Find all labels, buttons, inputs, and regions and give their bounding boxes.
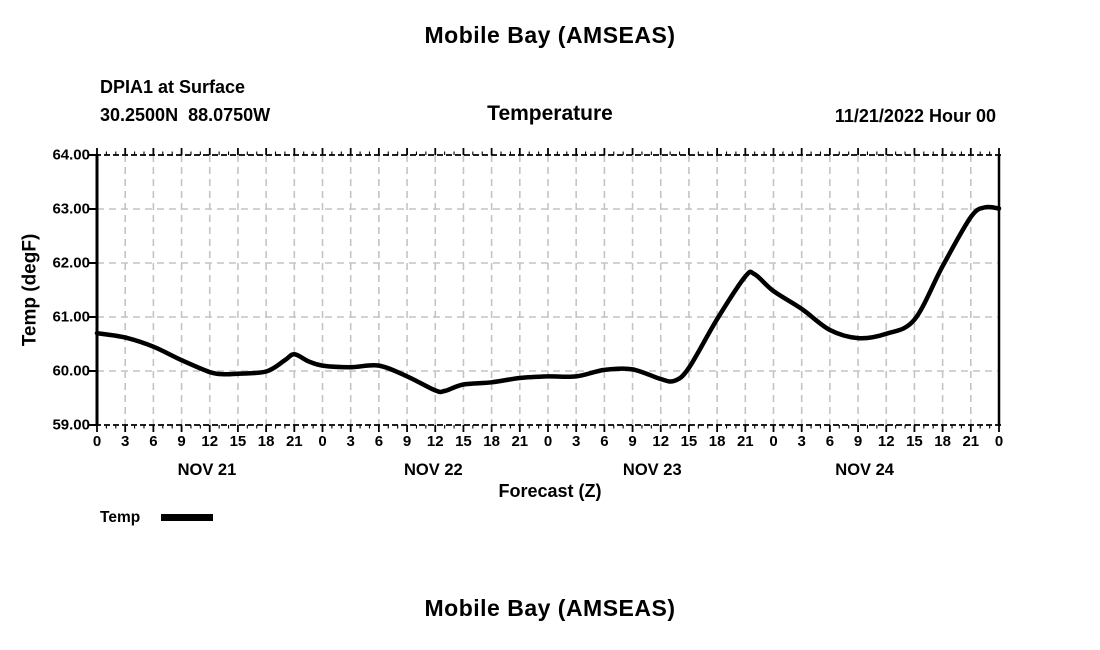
x-axis-tick-label: 21 [285,433,303,450]
x-axis-tick-label: 6 [825,433,835,450]
x-axis-tick-label: 9 [628,433,637,450]
x-axis-tick-label: 15 [229,433,247,450]
coordinates-label: 30.2500N 88.0750W [100,105,271,125]
x-axis-tick-label: 6 [374,433,384,450]
x-axis-tick-label: 18 [934,433,951,450]
x-axis-tick-label: 6 [600,433,609,450]
legend-series-label: Temp [100,509,141,526]
y-axis-tick-label: 61.00 [52,308,90,326]
x-axis-tick-label: 21 [511,433,529,450]
x-axis-tick-label: 9 [853,433,863,450]
y-axis-tick-label: 62.00 [52,254,90,272]
legend-line-swatch-icon [161,514,213,521]
x-axis-tick-label: 9 [402,433,412,450]
x-axis-tick-label: 0 [769,433,778,450]
day-label: NOV 22 [404,461,463,479]
x-axis-tick-label: 12 [877,433,895,450]
x-axis-tick-label: 0 [92,433,102,450]
x-axis-tick-label: 15 [906,433,923,450]
y-axis-tick-labels [0,0,96,650]
init-time-label: 11/21/2022 Hour 00 [834,106,996,126]
x-axis-tick-label: 9 [177,433,186,450]
x-axis-tick-label: 3 [346,433,355,450]
x-axis-tick-labels [0,433,1100,451]
x-axis-title: Forecast (Z) [498,481,602,501]
x-axis-tick-label: 3 [797,433,806,450]
x-axis-tick-label: 0 [543,433,553,450]
x-axis-tick-label: 18 [483,433,500,450]
y-axis-tick-label: 63.00 [52,200,90,218]
x-axis-tick-label: 6 [149,433,158,450]
y-axis-title: Temp (degF) [19,233,41,347]
x-axis-tick-label: 0 [994,433,1004,450]
next-panel-title: Mobile Bay (AMSEAS) [424,595,676,621]
y-axis-tick-label: 60.00 [52,362,90,380]
x-axis-tick-label: 12 [201,433,219,450]
x-axis-tick-label: 0 [318,433,327,450]
day-label: NOV 23 [622,461,682,479]
x-axis-tick-label: 15 [455,433,472,450]
day-label: NOV 24 [835,461,894,479]
y-axis-tick-label: 64.00 [52,146,90,164]
x-axis-tick-label: 18 [708,433,726,450]
x-axis-tick-label: 3 [572,433,581,450]
y-axis-tick-label: 59.00 [52,416,90,434]
x-axis-tick-label: 12 [426,433,444,450]
x-axis-day-labels [0,461,1100,479]
day-label: NOV 21 [177,461,237,479]
x-axis-tick-label: 21 [962,433,980,450]
page-title: Mobile Bay (AMSEAS) [424,22,676,48]
station-label: DPIA1 at Surface [100,77,246,97]
x-axis-tick-label: 3 [121,433,130,450]
x-axis-tick-label: 18 [257,433,275,450]
x-axis-tick-label: 12 [652,433,670,450]
x-axis-tick-label: 21 [736,433,754,450]
panel-title: Temperature [487,102,613,125]
x-axis-tick-label: 15 [680,433,698,450]
